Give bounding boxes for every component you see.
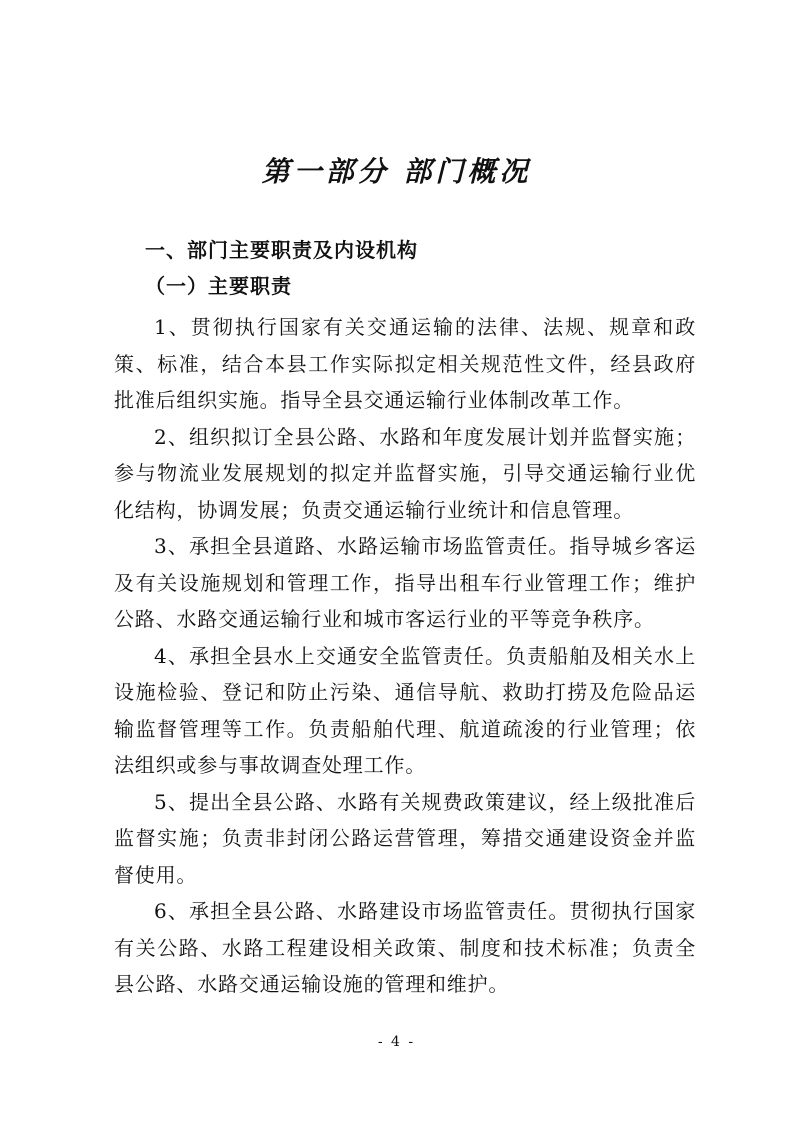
page-title: 第一部分 部门概况 — [261, 155, 532, 188]
paragraph-1: 1、贯彻执行国家有关交通运输的法律、法规、规章和政策、标准，结合本县工作实际拟定相关规范性文件，经县政府批准后组织实施。指导全县交通运输行业体制改革工作。 — [114, 315, 696, 412]
paragraph-3: 3、承担全县道路、水路运输市场监管责任。指导城乡客运及有关设施规划和管理工作，指导出租车行业管理工作；维护公路、水路交通运输行业和城市客运行业的平等竞争秩序。 — [114, 534, 696, 631]
paragraph-6: 6、承担全县公路、水路建设市场监管责任。贯彻执行国家有关公路、水路工程建设相关政策、制度和技术标准；负责全县公路、水路交通运输设施的管理和维护。 — [114, 899, 696, 996]
page-number: - 4 - — [377, 1034, 416, 1050]
paragraph-2: 2、组织拟订全县公路、水路和年度发展计划并监督实施；参与物流业发展规划的拟定并监督实施，引导交通运输行业优化结构，协调发展；负责交通运输行业统计和信息管理。 — [114, 424, 696, 522]
section-heading: 一、部门主要职责及内设机构 — [145, 238, 418, 262]
body-text — [114, 309, 696, 1003]
paragraph-4: 4、承担全县水上交通安全监管责任。负责船舶及相关水上设施检验、登记和防止污染、通信导航、救助打捞及危险品运输监督管理等工作。负责船舶代理、航道疏浚的行业管理；依法组织或参与事故调查处理工作。 — [114, 643, 696, 777]
paragraph-5: 5、提出全县公路、水路有关规费政策建议，经上级批准后监督实施；负责非封闭公路运营管理，筹措交通建设资金并监督使用。 — [114, 789, 696, 887]
subsection-heading: （一）主要职责 — [145, 274, 292, 298]
